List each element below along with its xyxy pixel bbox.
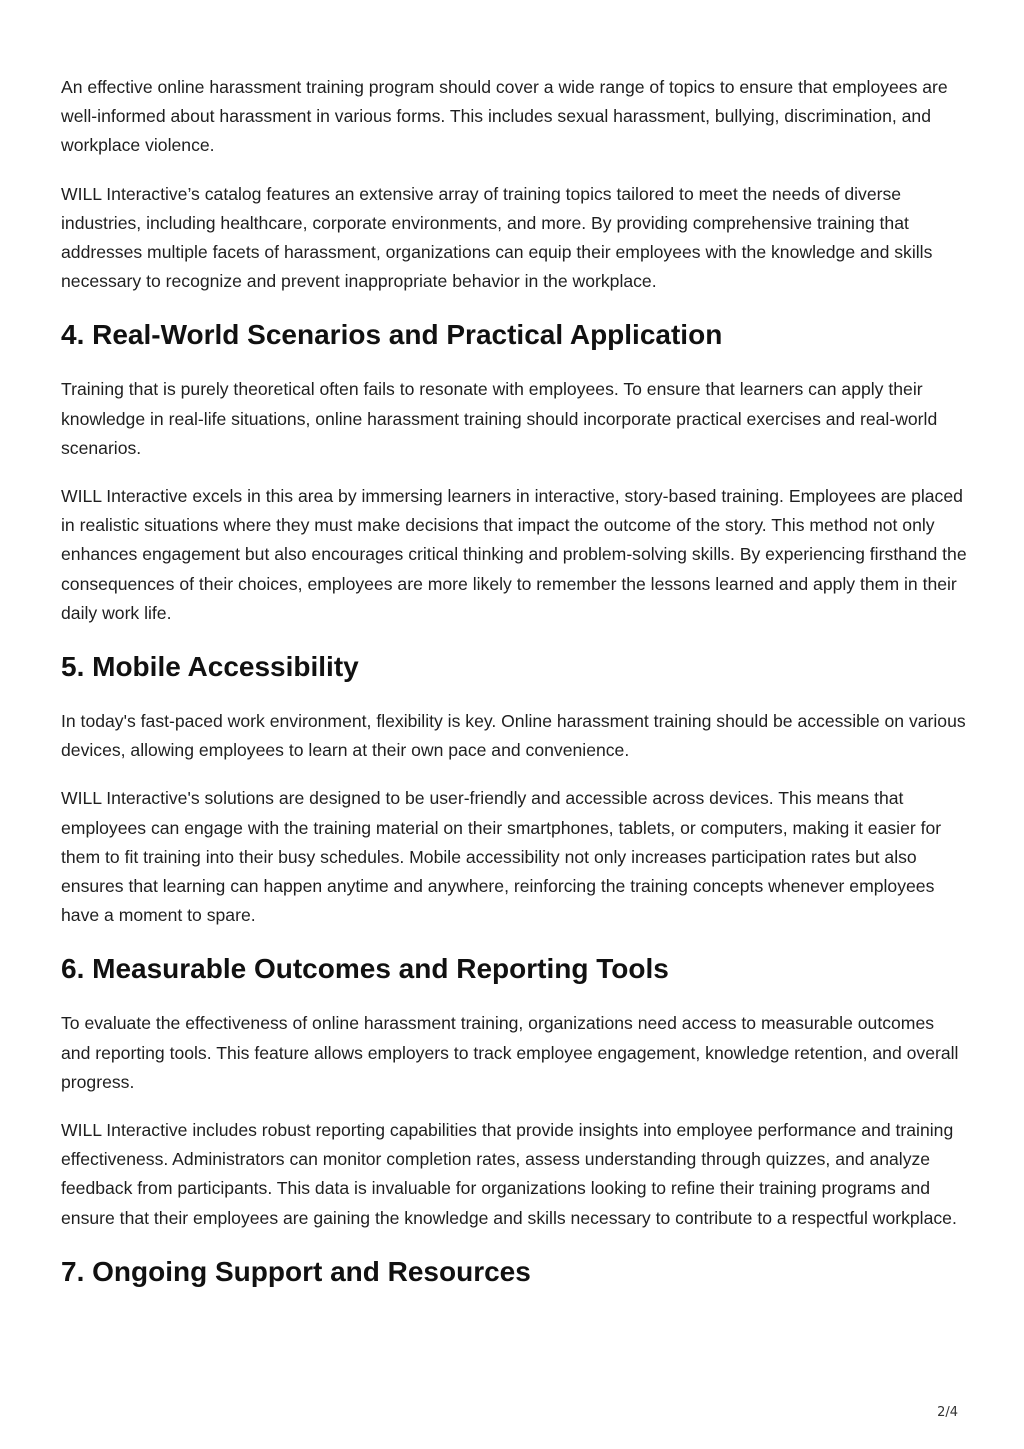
section-real-world-scenarios (61, 318, 967, 628)
section-mobile-accessibility (61, 650, 967, 930)
section-paragraph: WILL Interactive includes robust reporting capabilities that provide insights into employee performance and training effectiveness. Administrators can monitor completion rates, assess understanding through quizzes, and analyze feedback from participants. This data is invaluable for organizations looking to refine their training programs and ensure that their employees are gaining the knowledge and skills necessary to contribute to a respectful workplace. (61, 1120, 957, 1228)
section-measurable-outcomes (61, 952, 967, 1232)
intro-paragraph-1: An effective online harassment training program should cover a wide range of topics to ensure that employees are well-informed about harassment in various forms. This includes sexual harassment, bullying, discrimination, and workplace violence. (61, 77, 948, 156)
section-paragraph: WILL Interactive's solutions are designed to be user-friendly and accessible across devices. This means that employees can engage with the training material on their smartphones, tablets, or computers, making it easier for them to fit training into their busy schedules. Mobile accessibility not only increases participation rates but also ensures that learning can happen anytime and anywhere, reinforcing the training concepts whenever employees have a moment to spare. (61, 788, 942, 926)
section-paragraph: In today's fast-paced work environment, flexibility is key. Online harassment training should be accessible on various devices, allowing employees to learn at their own pace and convenience. (61, 711, 966, 761)
intro-paragraph-2: WILL Interactive’s catalog features an extensive array of training topics tailored to meet the needs of diverse industries, including healthcare, corporate environments, and more. By providing comprehensive training that addresses multiple facets of harassment, organizations can equip their employees with the knowledge and skills necessary to recognize and prevent inappropriate behavior in the workplace. (61, 183, 933, 292)
section-heading: 4. Real-World Scenarios and Practical Application (61, 319, 723, 351)
section-paragraph: To evaluate the effectiveness of online harassment training, organizations need access to measurable outcomes and reporting tools. This feature allows employers to track employee engagement, knowledge retention, and overall progress. (61, 1013, 959, 1092)
document-page (61, 73, 967, 1312)
section-heading: 5. Mobile Accessibility (61, 651, 359, 683)
section-heading: 7. Ongoing Support and Resources (61, 1255, 531, 1287)
page-number: 2/4 (937, 1405, 958, 1420)
section-paragraph: WILL Interactive excels in this area by immersing learners in interactive, story-based training. Employees are placed in realistic situations where they must make decisions that impact the outcome of the story. This method not only enhances engagement but also encourages critical thinking and problem-solving skills. By experiencing firsthand the consequences of their choices, employees are more likely to remember the lessons learned and apply them in their daily work life. (61, 486, 967, 623)
section-heading: 6. Measurable Outcomes and Reporting Tools (61, 953, 669, 985)
section-paragraph: Training that is purely theoretical often fails to resonate with employees. To ensure that learners can apply their knowledge in real-life situations, online harassment training should incorporate practical exercises and real-world scenarios. (61, 379, 938, 458)
section-ongoing-support (61, 1255, 967, 1289)
